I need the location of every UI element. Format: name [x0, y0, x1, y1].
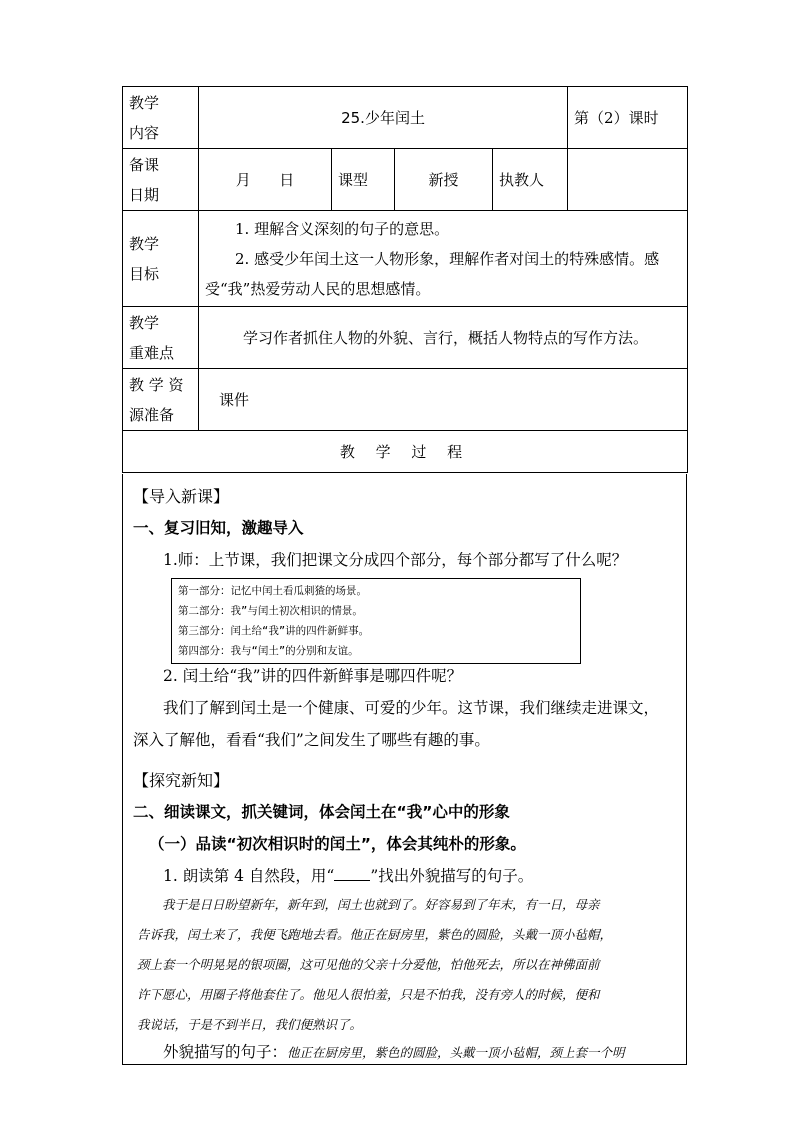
appearance-line	[163, 1040, 680, 1062]
row-process-header	[123, 431, 688, 473]
content-label: 教学 内容	[123, 87, 199, 149]
goals-text	[199, 211, 688, 307]
teacher-value	[568, 149, 688, 211]
summary-line: 第一部分：记忆中闰土看瓜刺猹的场景。	[178, 585, 367, 597]
passage-line: 我说话，于是不到半日，我们便熟识了。	[137, 1018, 363, 1032]
passage-line: 颈上套一个明晃晃的银项圈，这可见他的父亲十分爱他，怕他死去，所以在神佛面前	[137, 958, 600, 972]
section-title-intro: 【导入新课】	[133, 487, 230, 506]
type-label: 课型	[332, 149, 395, 211]
goal-item: 2. 感受少年闰土这一人物形象，理解作者对闰土的特殊感情。感	[235, 249, 660, 268]
month-day: 月 日	[199, 149, 332, 211]
summary-box	[171, 578, 581, 664]
date-label: 备课 日期	[123, 149, 199, 211]
goal-item: 1. 理解含义深刻的句子的意思。	[235, 219, 450, 238]
type-value: 新授	[395, 149, 493, 211]
part2-title: 二、细读课文，抓关键词，体会闰土在“我”心中的形象	[133, 803, 510, 821]
passage-line: 我于是日日盼望新年，新年到，闰土也就到了。好容易到了年末，有一日，母亲	[162, 898, 600, 912]
part1-title: 一、复习旧知，激趣导入	[133, 519, 304, 537]
goals-label: 教学 目标	[123, 211, 199, 307]
question-2: 2. 闰土给“我”讲的四件新鲜事是哪四件呢？	[163, 667, 463, 685]
row-goals	[123, 211, 688, 307]
transition-line-2: 深入了解他，看看“我们”之间发生了哪些有趣的事。	[133, 731, 490, 749]
process-header: 教 学 过 程	[123, 431, 688, 473]
lesson-plan-table	[122, 86, 688, 473]
key-points-label: 教学 重难点	[123, 307, 199, 369]
appearance-label: 外貌描写的句子：	[163, 1043, 288, 1061]
teacher-label: 执教人	[493, 149, 568, 211]
passage-line: 告诉我，闰土来了，我便飞跑地去看。他正在厨房里，紫色的圆脸，头戴一顶小毡帽，	[137, 928, 613, 942]
summary-line: 第三部分：闰土给“我”讲的四件新鲜事。	[178, 625, 370, 637]
summary-line: 第二部分：我”与闰土初次相识的情景。	[178, 605, 363, 617]
blank-underline	[334, 866, 370, 881]
resources-text: 课件	[199, 369, 688, 431]
key-points-text: 学习作者抓住人物的外貌、言行，概括人物特点的写作方法。	[199, 307, 688, 369]
lesson-title: 25.少年闰土	[199, 87, 568, 149]
task-1: 1. 朗读第 4 自然段，用“ ”找出外貌描写的句子。	[163, 867, 534, 885]
row-content	[123, 87, 688, 149]
row-date	[123, 149, 688, 211]
row-key-points	[123, 307, 688, 369]
passage-line: 许下愿心，用圈子将他套住了。他见人很怕羞，只是不怕我，没有旁人的时候，便和	[137, 988, 600, 1002]
passage	[137, 890, 678, 1040]
process-body	[122, 474, 687, 1065]
period-cell: 第（2）课时	[568, 87, 688, 149]
resources-label: 教 学 资 源准备	[123, 369, 199, 431]
section-title-explore: 【探究新知】	[133, 771, 230, 790]
summary-line: 第四部分：我与“闰土”的分别和友谊。	[178, 645, 359, 657]
question-1: 1.师：上节课，我们把课文分成四个部分，每个部分都写了什么呢？	[163, 551, 628, 569]
goal-item: 受“我”热爱劳动人民的思想感情。	[205, 279, 431, 298]
transition-line-1: 我们了解到闰土是一个健康、可爱的少年。这节课，我们继续走进课文，	[163, 699, 660, 717]
sub1-title: （一）品读“初次相识时的闰土”，体会其纯朴的形象。	[149, 835, 526, 853]
row-resources	[123, 369, 688, 431]
appearance-text: 他正在厨房里，紫色的圆脸，头戴一顶小毡帽，颈上套一个明	[287, 1045, 625, 1060]
